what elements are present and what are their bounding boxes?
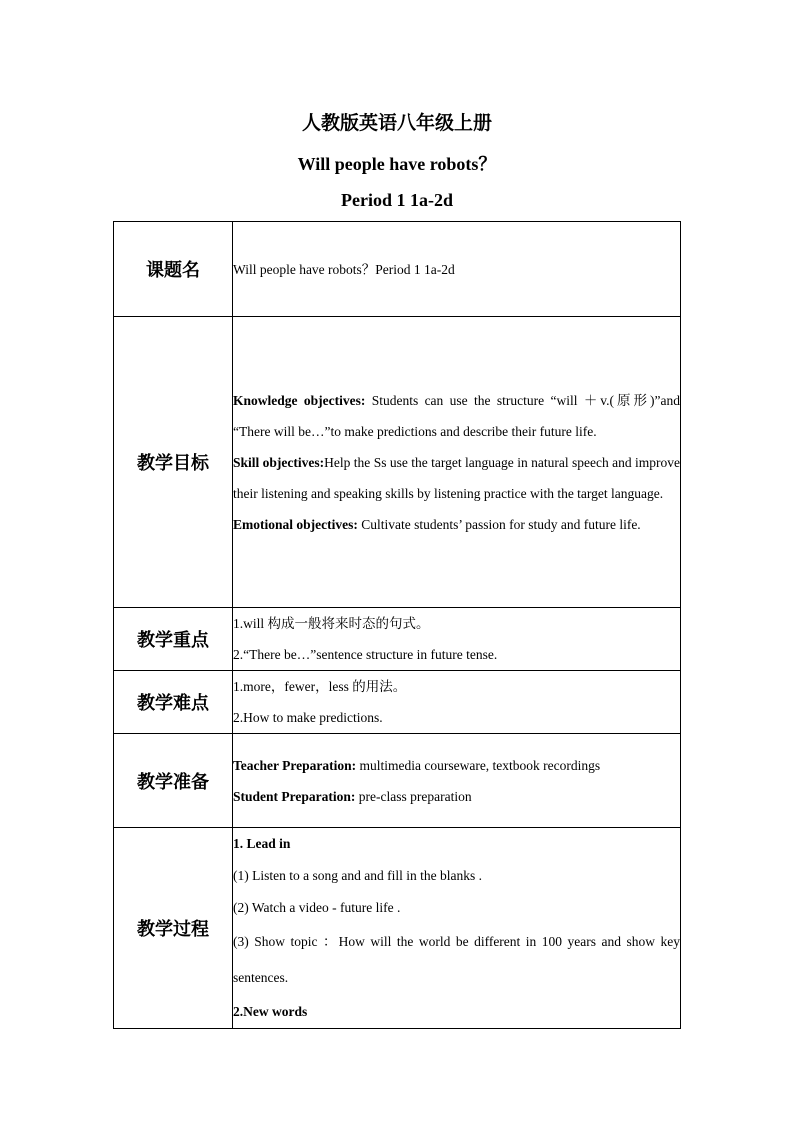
topic-text: Will people have robots？Period 1 1a-2d [233, 261, 455, 277]
skill-title: Skill objectives: [233, 454, 325, 470]
row-key-points [114, 608, 681, 671]
step2-title: 2.New words [233, 1004, 308, 1019]
row-process [114, 828, 681, 1029]
key-points-content [233, 608, 681, 671]
knowledge-text: Students can use the structure “will ＋v.(原形)”and “There will be…”to make predictions and describe their future life. [233, 392, 680, 439]
teacher-prep-title: Teacher Preparation: [233, 757, 357, 773]
difficulty-2: 2.How to make predictions. [233, 710, 383, 725]
preparation-content [233, 734, 681, 828]
student-prep-text: pre-class preparation [355, 788, 472, 804]
label-topic: 课题名 [114, 222, 233, 317]
row-difficulties [114, 671, 681, 734]
emotional-text: Cultivate students’ passion for study and future life. [357, 516, 641, 532]
emotional-objectives [233, 509, 680, 540]
student-prep-title: Student Preparation: [233, 788, 356, 804]
knowledge-objectives [233, 385, 680, 447]
lesson-title: Will people have robots？ [297, 154, 497, 174]
row-preparation [114, 734, 681, 828]
label-process: 教学过程 [114, 828, 233, 1029]
step1-item: (1) Listen to a song and and fill in the blanks . [233, 868, 482, 883]
student-preparation [233, 781, 680, 812]
key-point-2: 2.“There be…”sentence structure in future tense. [233, 647, 498, 662]
step1-item: (3) Show topic ：How will the world be different in 100 years and show key sentences. [233, 934, 680, 985]
topic-content [233, 222, 681, 317]
key-point-1: 1.will 构成一般将来时态的句式。 [233, 616, 430, 631]
knowledge-title: Knowledge objectives: [233, 392, 366, 408]
process-content [233, 828, 681, 1029]
row-objectives [114, 317, 681, 608]
teacher-preparation [233, 750, 680, 781]
step1-item: (2) Watch a video - future life . [233, 900, 401, 915]
skill-objectives [233, 447, 680, 509]
label-key-points: 教学重点 [114, 608, 233, 671]
label-objectives: 教学目标 [114, 317, 233, 608]
teacher-prep-text: multimedia courseware, textbook recordings [356, 757, 601, 773]
emotional-title: Emotional objectives: [233, 516, 358, 532]
document-title: 人教版英语八年级上册 [301, 112, 492, 134]
step1-title: 1. Lead in [233, 836, 291, 851]
row-topic [114, 222, 681, 317]
lesson-plan-table [113, 221, 681, 1029]
difficulties-content [233, 671, 681, 734]
period-title: Period 1 1a-2d [341, 190, 453, 210]
skill-text: Help the Ss use the target language in natural speech and improve their listening and speaking skills by listening practice with the target language. [233, 454, 681, 501]
objectives-content [233, 317, 681, 608]
label-preparation: 教学准备 [114, 734, 233, 828]
difficulty-1: 1.more，fewer，less 的用法。 [233, 679, 407, 694]
label-difficulties: 教学难点 [114, 671, 233, 734]
